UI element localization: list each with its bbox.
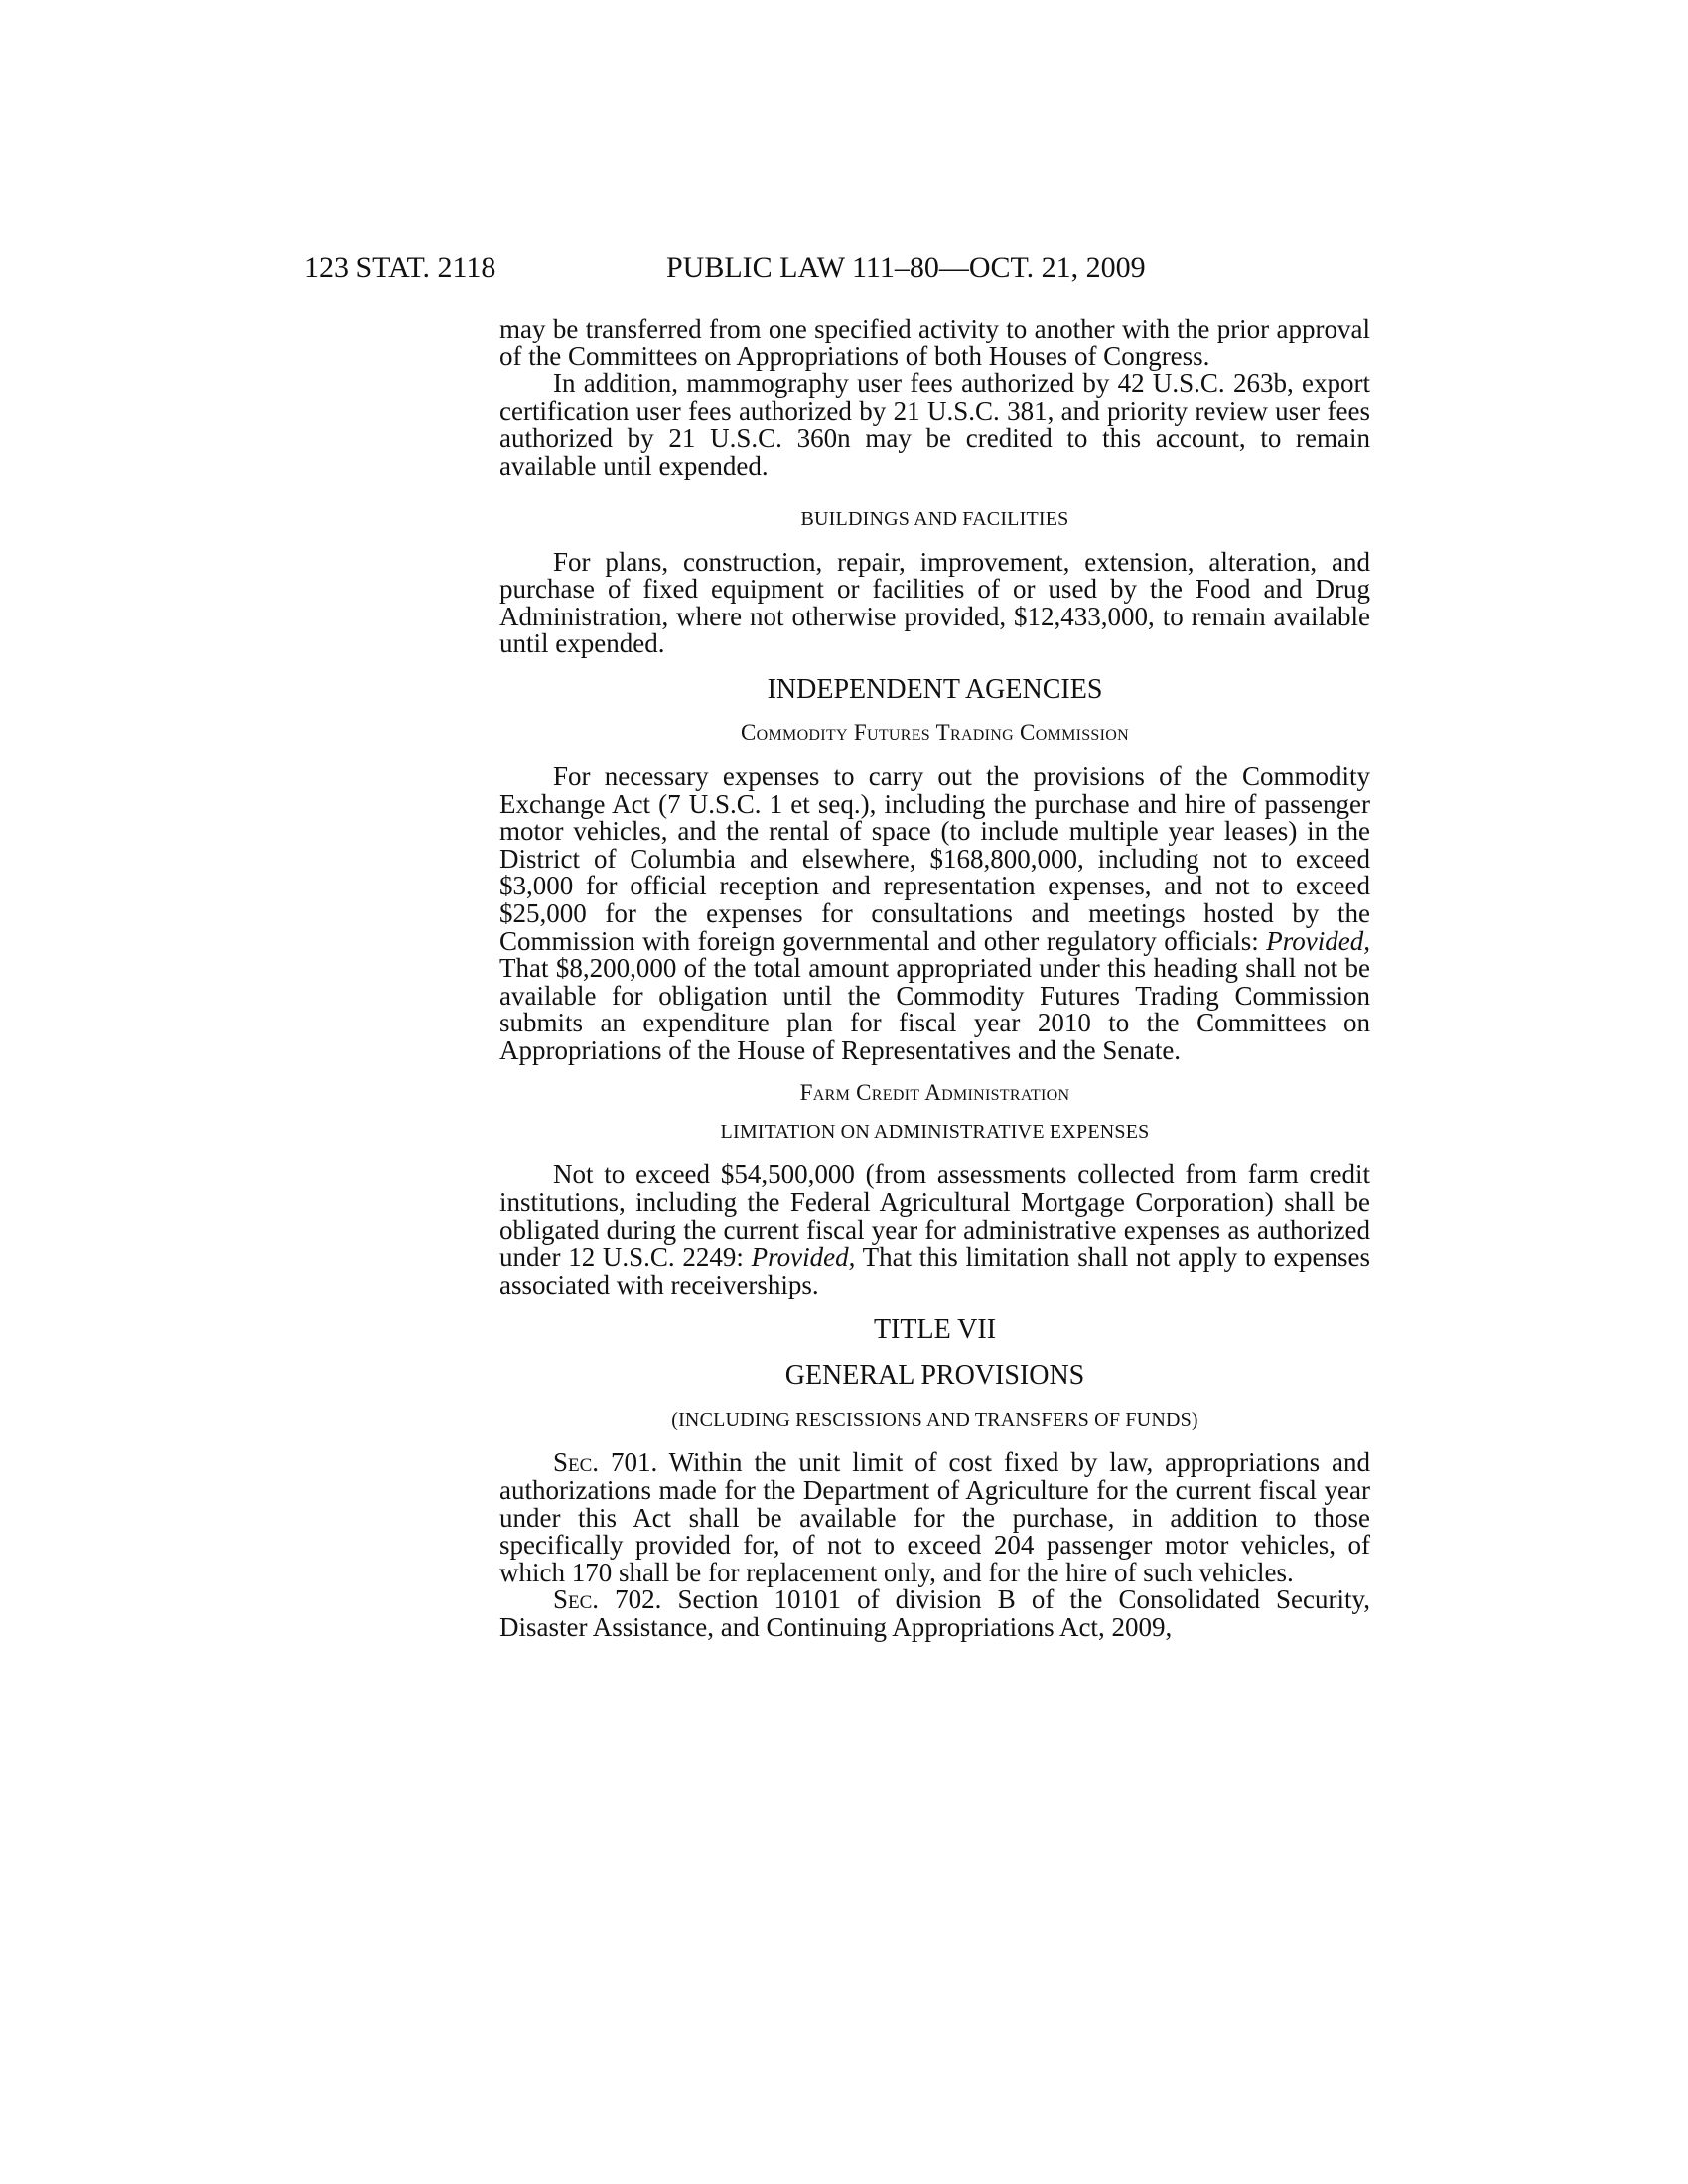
farm-credit-text-part-2: That this limitation shall not apply to expenses associated with receiverships.	[499, 1242, 1371, 1299]
cftc-text-part-1: For necessary expenses to carry out the provisions of the Commodity Exchange Act (7 U.S.C. 1 et seq.), including the purchase and hire of passenger motor vehicles, and the rental of space (to include multiple year leases) in the District of Columbia and elsewhere, $168,800,000, including not to exceed $3,000 for official reception and representation expenses, and not to exceed $25,000 for the expenses for consultations and meetings hosted by the Commission with foreign governmental and other regulatory officials:	[499, 760, 1370, 956]
sec-701-text: Within the unit limit of cost fixed by law, appropriations and authorizations made for the Department of Agriculture for the current fiscal year under this Act shall be available for the purchase, in addition to those specifically provided for, of not to exceed 204 passenger motor vehicles, of which 170 shall be for replacement only, and for the hire of such vehicles.	[499, 1447, 1370, 1587]
heading-farm-credit-administration: Farm Credit Administration	[799, 1080, 1070, 1106]
paragraph-sec-702	[499, 1586, 1370, 1641]
paragraph-cftc	[499, 760, 1370, 1065]
running-header	[304, 248, 1356, 288]
heading-buildings-and-facilities: BUILDINGS AND FACILITIES	[800, 507, 1069, 530]
paragraph-continuation: may be transferred from one specified activity to another with the prior approval of the Committees on Appropriations of both Houses of Congress.	[499, 314, 1370, 371]
heading-title-vii: TITLE VII	[873, 1314, 997, 1346]
public-law-citation: PUBLIC LAW 111–80—OCT. 21, 2009	[666, 251, 1146, 284]
cftc-provided: Provided,	[1266, 925, 1370, 956]
heading-limitation: LIMITATION ON ADMINISTRATIVE EXPENSES	[720, 1121, 1150, 1144]
sec-701-label: Sec. 701.	[553, 1447, 658, 1478]
sec-702-label: Sec. 702.	[553, 1584, 662, 1615]
paragraph-sec-701	[499, 1449, 1370, 1586]
paragraph-farm-credit	[499, 1161, 1370, 1298]
heading-independent-agencies: INDEPENDENT AGENCIES	[767, 673, 1103, 705]
farm-credit-provided: Provided,	[751, 1242, 856, 1273]
cftc-text-part-2: That $8,200,000 of the total amount appropriated under this heading shall not be available for obligation until the Commodity Futures Trading Commission submits an expenditure plan for fiscal year 2010 to the Committees on Appropriations of the House of Representatives and the Senate.	[499, 953, 1370, 1065]
heading-general-provisions: GENERAL PROVISIONS	[784, 1360, 1085, 1392]
heading-rescissions: (INCLUDING RESCISSIONS AND TRANSFERS OF FUNDS)	[671, 1409, 1198, 1432]
page-body	[499, 316, 1370, 1642]
heading-cftc: Commodity Futures Trading Commission	[741, 719, 1129, 745]
paragraph-user-fees: In addition, mammography user fees authorized by 42 U.S.C. 263b, export certification user fees authorized by 21 U.S.C. 381, and priority review user fees authorized by 21 U.S.C. 360n may be credited to this account, to remain available until expended.	[499, 368, 1370, 480]
paragraph-buildings: For plans, construction, repair, improvement, extension, alteration, and purchase of fixed equipment or facilities of or used by the Food and Drug Administration, where not otherwise provided, $12,433,000, to remain available until expended.	[499, 546, 1370, 659]
farm-credit-text-part-1: Not to exceed $54,500,000 (from assessments collected from farm credit institutions, including the Federal Agricultural Mortgage Corporation) shall be obligated during the current fiscal year for administrative expenses as authorized under 12 U.S.C. 2249:	[499, 1160, 1370, 1273]
statute-citation: 123 STAT. 2118	[304, 251, 496, 284]
sec-702-text: Section 10101 of division B of the Consolidated Security, Disaster Assistance, and Continuing Appropriations Act, 2009,	[499, 1584, 1370, 1642]
